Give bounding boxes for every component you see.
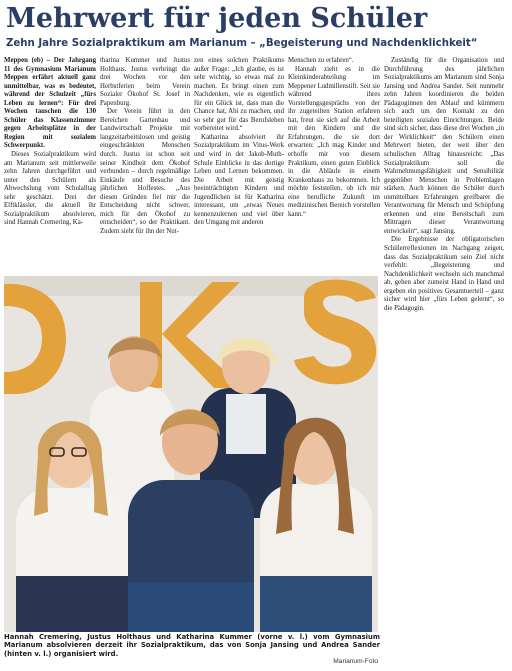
headline: Mehrwert für jeden Schüler <box>6 3 428 34</box>
body-paragraph: Zuständig für die Organisation und Durchführung des jährlichen Sozialpraktikums am Marianum sind Sonja Jansing und Andrea Sander. Seit nunmehr zehn Jahren koordinieren die beiden Pädagoginnen den Ablauf und kümmern sich auch um den Kontakt zu den beteiligten sozialen Einrichtungen. Beide sind sich sicher, dass diese drei Wochen „in der Wirklichkeit“ den Schülern einen Mehrwert bieten, der weit über den schulischen Alltag hinausreicht: „Das Sozialpraktikum soll die Wahrnehmungsfähigkeit und Sensibilität gegenüber Menschen in Problemlagen stärken. Auch können die Schüler durch unmittelbare Erfahrungen greifbarer die Verantwortung für Mensch und Schöpfung erkennen und eine Bereitschaft zum Mittragen dieser Verantwortung entwickeln“, sagt Jansing. <box>384 57 504 235</box>
body-paragraph: Hannah zieht es in die Kleinkinderabteilung im Meppener Ludmillenstift. Seit sie während ihres Vorstellungsgesprächs von der ihr zugeteilten Station erfahren hat, freut sie sich auf die Arbeit mit den Kindern und die Erfahrungen, die sie dort erwarten: „Ich mag Kinder und erhoffe mir von diesem Praktikum, einen guten Einblick in die Abläufe in einem Krankenhaus zu bekommen. Ich möchte feststellen, ob ich mir eine berufliche Zukunft im medizinischen Bereich vorstellen kann.“ <box>288 65 380 218</box>
group-photo-illustration <box>4 276 378 632</box>
body-paragraph: Katharina absolviert ihr Sozialpraktikum im Vitus-Werk und wird in der Jakob-Muth-Schule Einblicke in das dortige Leben und Lernen bekommen. Die Arbeit mit geistig beeinträchtigten Kindern und Jugendlichen ist für Katharina interessant, um „etwas Neues kennenzulernen und viel über den Umgang mit anderen <box>194 133 284 227</box>
body-paragraph: zen eines solchen Praktikums außer Frage: „Ich glaube, es ist sehr wichtig, so etwas mal zu machen. Es bringt einen zum Nachdenken, wie es eigentlich für ein Glück ist, dass man die Chance hat, Abi zu machen, und so sehr gut für das Berufsleben vorbereitet wird.“ <box>194 57 284 133</box>
article-column-4 <box>288 57 380 272</box>
dateline: Meppen (eb) – <box>4 57 51 64</box>
article-column-2 <box>100 57 190 272</box>
body-paragraph: Menschen zu erfahren“. <box>288 57 354 64</box>
body-paragraph: tharina Kummer und Justus Holthaus. Justus verbringt die drei Wochen vor den Herbstferien beim Verein Sozialer Ökohof St. Josef in Papenburg. <box>100 57 190 107</box>
body-paragraph: Dieses Sozialpraktikum wird am Marianum seit mittlerweile zehn Jahren durchgeführt und unter den Schülern als Abwechslung vom Schulalltag sehr geschätzt. Drei der Elftklässler, die aktuell ihr Sozialpraktikum absolvieren, sind Hannah Cremering, Ka- <box>4 151 96 227</box>
body-paragraph: Die Ergebnisse der obligatorischen Schülerreflexionen im Nachgang zeigen, dass das Sozialpraktikum sein Ziel nicht verfehlt: „Begeisterung und Nachdenklichkeit wechseln sich manchmal ab, gehen aber zumeist Hand in Hand und ergeben ein positives Gesamtuerteil – ganz sicher wird hier „fürs Leben gelernt“, so die Pädagogin. <box>384 236 504 312</box>
subheadline: Zehn Jahre Sozialpraktikum am Marianum – „Begeisterung und Nachdenklichkeit“ <box>6 38 478 49</box>
body-paragraph: Der Verein führt in den Bereichen Gartenbau und Landwirtschaft Projekte mit langzeitarbeitslosen und geistig eingeschränkten Menschen durch. Justus ist schon seit seiner Kindheit dem Ökohof verbunden – durch regelmäßige Einkäufe und Besuche des jährlichen Hoffestes. „Aus diesen Gründen fiel mir die Entscheidung nicht schwer, mich für den Ökohof zu entscheiden“, so der Praktikant. Zudem sieht für ihn der Nut- <box>100 108 190 235</box>
photo-caption: Hannah Cremering, Justus Holthaus und Katharina Kummer (vorne v. l.) vom Gymnasium Marianum absolvieren derzeit ihr Sozialpraktikum, das von Sonja Jansing und Andrea Sander (hinten v. l.) organisiert wird. <box>4 633 380 658</box>
lead-paragraph <box>4 57 96 151</box>
group-photo <box>4 276 378 632</box>
photo-credit: Marianum-Foto <box>333 658 378 665</box>
article-column-1 <box>4 57 96 272</box>
lead-text: Der Jahrgang 11 des Gymnasium Marianum Meppen erfährt aktuell ganz unmittelbar, was es bedeutet, während der Schulzeit „fürs Leben zu lernen“: Für drei Wochen tauschen die 130 Schüler das Klassenzimmer gegen Arbeitsplätze in der Region mit sozialem Schwerpunkt. <box>4 57 96 150</box>
article-column-3 <box>194 57 284 272</box>
article-column-5 <box>384 57 504 658</box>
